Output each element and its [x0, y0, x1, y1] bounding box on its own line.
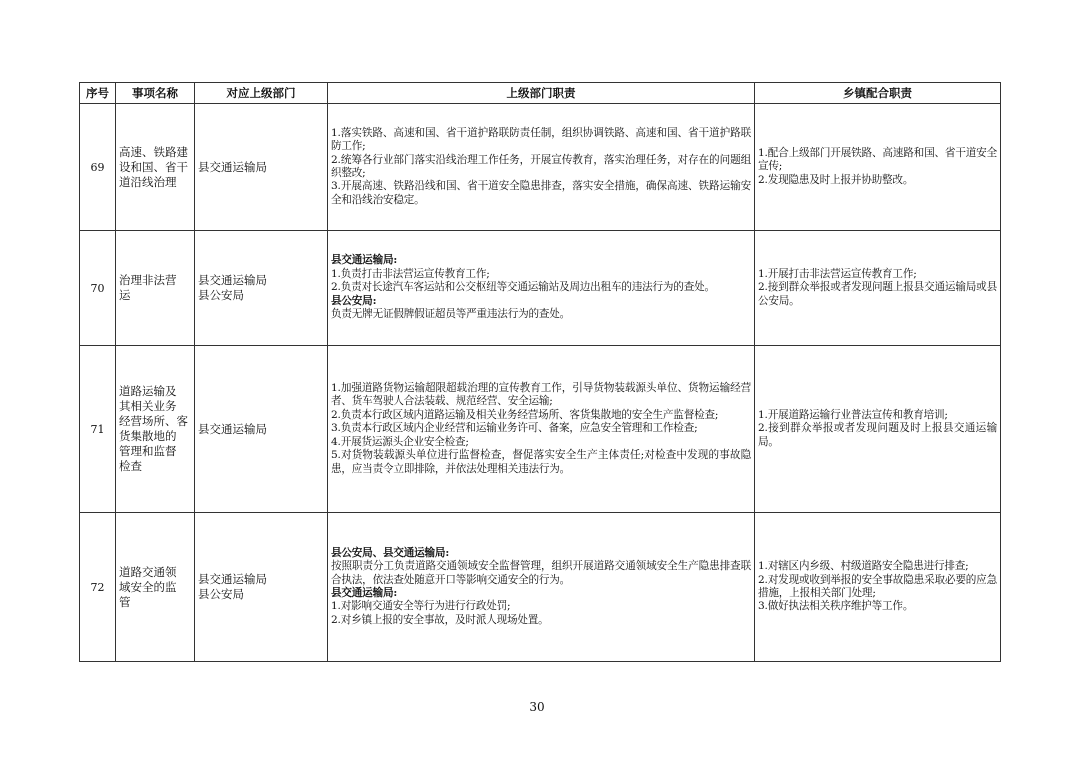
item-name — [116, 346, 195, 513]
department-line: 县公安局 — [198, 587, 244, 601]
row-number: 72 — [80, 513, 116, 662]
upper-duty — [328, 104, 755, 231]
col-header-upper-duty: 上级部门职责 — [328, 83, 755, 104]
col-header-town-duty: 乡镇配合职责 — [755, 83, 1001, 104]
col-header-no: 序号 — [80, 83, 116, 104]
town-duty-paragraph: 2.接到群众举报或者发现问题上报县交通运输局或县公安局。 — [758, 281, 997, 307]
duty-paragraph: 3.负责本行政区域内企业经营和运输业务许可、备案，应急安全管理和工作检查; — [331, 422, 698, 435]
item-name — [116, 231, 195, 346]
item-name-line: 治理非法营 — [119, 273, 177, 287]
department-line: 县交通运输局 — [198, 572, 267, 586]
item-name — [116, 104, 195, 231]
duty-paragraph: 2.统筹各行业部门落实沿线治理工作任务，开展宣传教育，落实治理任务，对存在的问题组织整改; — [331, 153, 751, 179]
table-row — [80, 513, 1001, 662]
duty-paragraph: 按照职责分工负责道路交通领域安全监督管理，组织开展道路交通领域安全生产隐患排查联合执法，依法查处随意开口等影响交通安全的行为。 — [331, 560, 751, 586]
upper-department — [195, 513, 328, 662]
item-name-line: 道沿线治理 — [119, 174, 177, 189]
duty-paragraph: 负责无牌无证假牌假证超员等严重违法行为的查处。 — [331, 308, 571, 321]
town-duty — [755, 104, 1001, 231]
duty-section-heading: 县交通运输局: — [331, 587, 398, 599]
item-name-line: 检查 — [119, 459, 142, 473]
upper-duty — [328, 346, 755, 513]
duty-paragraph: 4.开展货运源头企业安全检查; — [331, 435, 469, 448]
page-number: 30 — [529, 700, 545, 714]
upper-duty — [328, 513, 755, 662]
upper-department — [195, 346, 328, 513]
town-duty — [755, 346, 1001, 513]
duty-paragraph: 1.负责打击非法营运宣传教育工作; — [331, 267, 490, 280]
town-duty-paragraph: 3.做好执法相关秩序维护等工作。 — [758, 600, 914, 613]
duty-section-heading: 县公安局: — [331, 294, 377, 307]
item-name-line: 运 — [119, 288, 131, 302]
table-header-row — [80, 83, 1001, 104]
item-name-line: 经营场所、客 — [119, 414, 188, 428]
upper-department — [195, 104, 328, 231]
duty-paragraph: 2.对乡镇上报的安全事故，及时派人现场处置。 — [331, 613, 549, 626]
town-duty — [755, 231, 1001, 346]
duty-table — [79, 82, 1001, 662]
town-duty — [755, 513, 1001, 662]
upper-department — [195, 231, 328, 346]
duty-paragraph: 2.负责对长途汽车客运站和公交枢纽等交通运输站及周边出租车的违法行为的查处。 — [331, 281, 715, 294]
department-line: 县交通运输局 — [198, 421, 267, 436]
town-duty-paragraph: 2.对发现或收到举报的安全事故隐患采取必要的应急措施，上报相关部门处理; — [758, 573, 997, 599]
upper-duty — [328, 231, 755, 346]
item-name-line: 高速、铁路建 — [119, 144, 188, 159]
department-line: 县交通运输局 — [198, 273, 267, 287]
item-name-line: 域安全的监 — [119, 579, 177, 594]
duty-section-heading: 县交通运输局: — [331, 254, 398, 267]
item-name — [116, 513, 195, 662]
duty-paragraph: 5.对货物装载源头单位进行监督检查，督促落实安全生产主体责任;对检查中发现的事故隐患，应当责令立即排除，并依法处理相关违法行为。 — [331, 449, 751, 475]
table-row — [80, 231, 1001, 346]
row-number: 71 — [80, 346, 116, 513]
duty-paragraph: 2.负责本行政区域内道路运输及相关业务经营场所、客货集散地的安全生产监督检查; — [331, 408, 719, 421]
col-header-item-name: 事项名称 — [116, 83, 195, 104]
item-name-line: 其相关业务 — [119, 399, 177, 413]
town-duty-paragraph: 1.对辖区内乡级、村级道路安全隐患进行排查; — [758, 560, 969, 573]
town-duty-paragraph: 2.发现隐患及时上报并协助整改。 — [758, 173, 914, 186]
table-row — [80, 346, 1001, 513]
duty-paragraph: 1.对影响交通安全等行为进行行政处罚; — [331, 600, 511, 613]
duty-paragraph: 3.开展高速、铁路沿线和国、省干道安全隐患排查，落实安全措施，确保高速、铁路运输安全和沿线治安稳定。 — [331, 180, 751, 206]
item-name-line: 道路交通领 — [119, 564, 177, 579]
col-header-upper-dept: 对应上级部门 — [195, 83, 328, 104]
town-duty-paragraph: 1.开展打击非法营运宣传教育工作; — [758, 267, 917, 280]
item-name-line: 货集散地的 — [119, 429, 177, 443]
department-line: 县交通运输局 — [198, 159, 267, 174]
duty-paragraph: 1.落实铁路、高速和国、省干道护路联防责任制，组织协调铁路、高速和国、省干道护路联防工作; — [331, 126, 751, 153]
table-row — [80, 104, 1001, 231]
department-line: 县公安局 — [198, 288, 244, 302]
duty-paragraph: 1.加强道路货物运输超限超载治理的宣传教育工作，引导货物装载源头单位、货物运输经营者、货车驾驶人合法装载、规范经营、安全运输; — [331, 382, 751, 408]
row-number: 70 — [80, 231, 116, 346]
town-duty-paragraph: 1.配合上级部门开展铁路、高速路和国、省干道安全宣传; — [758, 146, 997, 173]
item-name-line: 管理和监督 — [119, 444, 177, 458]
item-name-line: 设和国、省干 — [119, 159, 188, 174]
duty-section-heading: 县公安局、县交通运输局: — [331, 546, 450, 559]
item-name-line: 管 — [119, 594, 131, 609]
town-duty-paragraph: 2.接到群众举报或者发现问题及时上报县交通运输局。 — [758, 422, 997, 448]
town-duty-paragraph: 1.开展道路运输行业普法宣传和教育培训; — [758, 408, 948, 421]
item-name-line: 道路运输及 — [119, 384, 177, 398]
row-number: 69 — [80, 104, 116, 231]
